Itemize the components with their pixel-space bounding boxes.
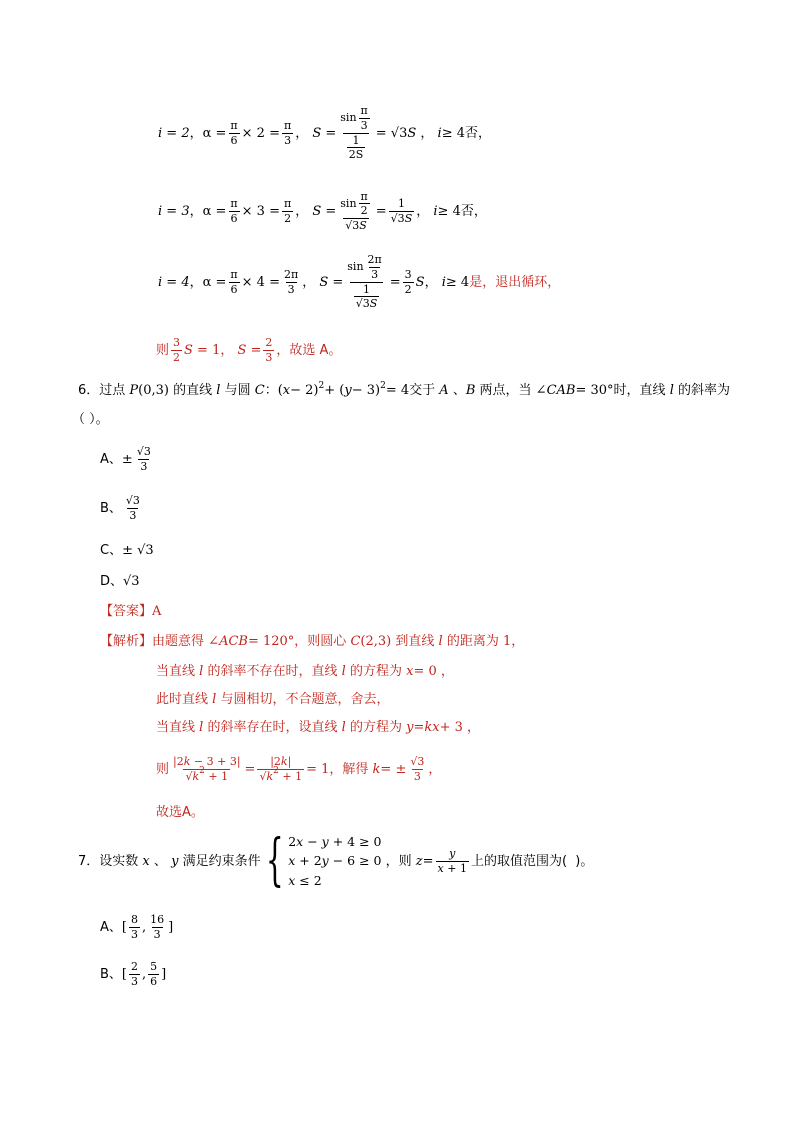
- solution-conclusion: 则 $\frac{3}{2}$ S = 1， S = $\frac{2}{3}$ ，故选 A。: [156, 335, 342, 364]
- answer-label: 【答案】: [100, 603, 153, 619]
- q6-option-c[interactable]: C、 ± √3: [100, 542, 154, 558]
- answer-value: A: [152, 603, 162, 619]
- iter-i2: i = 2: [158, 125, 190, 141]
- q6-analysis-calc: 则 $\frac{|2k - 3 + 3|}{√k^2 + 1}$ = $\frac{|2k|}{√k^2 + 1}$ = 1 ，解得 k = ± $\frac{√3}{3}$ ，: [156, 754, 442, 783]
- q6-option-d[interactable]: D、 √3: [100, 573, 140, 589]
- q6-analysis-3: 此时直线 l 与圆相切，不合题意，舍去，: [156, 691, 390, 707]
- solution-line-i3: i = 3 ，α = $\frac{\pi}{6}$ × 3 = $\frac{\pi}{2}$ ， S = sin $\frac{\pi}{2}$ √3S = $\frac{1}{√3S}$ ， i ≥ 4 否，: [158, 189, 487, 232]
- q6-option-a[interactable]: A、 ± $\frac{√3}{3}$: [100, 444, 151, 473]
- analysis-label: 【解析】: [100, 633, 153, 649]
- solution-line-i4: i = 4 ，α = $\frac{\pi}{6}$ × 4 = $\frac{2\pi}{3}$ ， S = sin $\frac{2\pi}{3}$ $\frac{1}{√3S}$ = $\frac{3}{2}$ S ， i ≥ 4 是，退出循环，: [158, 253, 561, 311]
- q7-option-b[interactable]: B、 [ $\frac{2}{3}$ , $\frac{5}{6}$ ]: [100, 959, 167, 988]
- frac-S-i2: sin $\frac{\pi}{3}$ $\frac{1}{2S}$: [340, 104, 368, 162]
- frac-S-i3: sin $\frac{\pi}{2}$ √3S: [340, 189, 368, 232]
- q6-stem: 6．过点 P (0,3) 的直线 l 与圆 C ： ( x − 2) 2 + ( y − 3) 2 = 4 交于 A 、 B 两点，当 ∠ CAB = 30° 时，直线 l 的斜率为: [78, 380, 731, 398]
- constraint-system: 2x − y + 4 ≥ 0 x + 2y − 6 ≥ 0 x ≤ 2: [288, 833, 382, 888]
- q6-answer: [100, 602, 161, 620]
- q6-stem-paren: （ ）。: [72, 411, 109, 427]
- q6-analysis-4: 当直线 l 的斜率存在时，设直线 l 的方程为 y = kx + 3 ，: [156, 719, 481, 735]
- q7-option-a[interactable]: A、 [ $\frac{8}{3}$ , $\frac{16}{3}$ ]: [100, 912, 174, 941]
- solution-line-i2: i = 2 ，α = $\frac{\pi}{6}$ × 2 = $\frac{\pi}{3}$ ， S = sin $\frac{\pi}{3}$ $\frac{1}{2S}$ = √3 S ， i ≥ 4 否，: [158, 104, 492, 162]
- frac-pi-6: $\frac{\pi}{6}$: [230, 118, 238, 147]
- q6-analysis-1: 【解析】 由题意得 ∠ ACB = 120° ，则圆心 C (2,3) 到直线 l 的距离为 1 ，: [100, 633, 525, 649]
- q6-option-b[interactable]: B、 $\frac{√3}{3}$: [100, 493, 140, 522]
- q6-conclusion: 故选A。: [156, 804, 204, 820]
- q7-stem: 7．设实数 x 、 y 满足约束条件 { 2x − y + 4 ≥ 0 x + 2y − 6 ≥ 0 x ≤ 2 ，则 z = $\frac{y}{x + 1}$ 上的取值范围为( )。: [78, 827, 594, 893]
- frac-S-i4: sin $\frac{2\pi}{3}$ $\frac{1}{√3S}$: [347, 253, 382, 311]
- system-brace: {: [265, 827, 284, 893]
- q6-analysis-2: 当直线 l 的斜率不存在时，直线 l 的方程为 x = 0 ，: [156, 663, 454, 679]
- frac-pi-3: $\frac{\pi}{3}$: [283, 118, 292, 147]
